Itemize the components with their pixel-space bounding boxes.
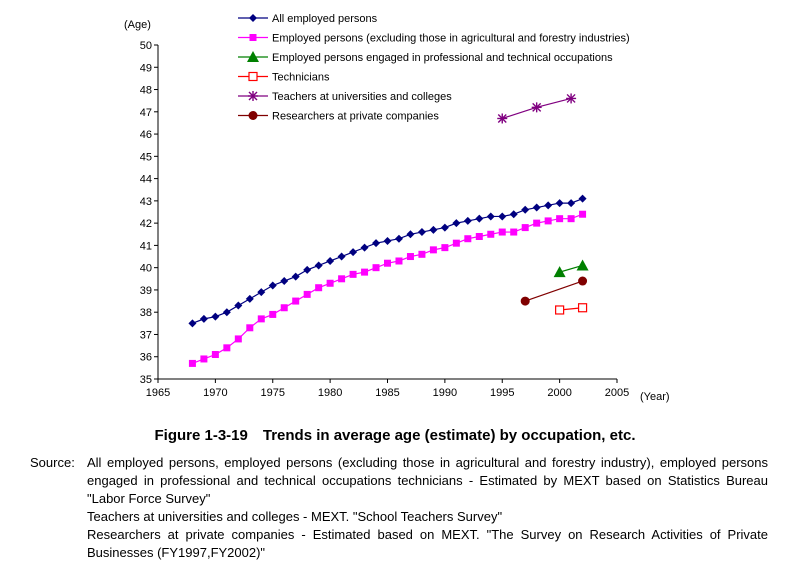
legend-item [238, 33, 630, 45]
data-point-triangle [554, 266, 566, 277]
data-point-diamond [395, 235, 403, 243]
data-point-open-square [579, 304, 587, 312]
data-point-diamond [510, 210, 518, 218]
data-point-square [430, 246, 437, 253]
data-point-square [327, 280, 334, 287]
source-note [30, 454, 768, 562]
x-axis-title: (Year) [640, 391, 670, 403]
legend-label: All employed persons [272, 13, 378, 25]
y-tick-label: 43 [139, 195, 152, 208]
data-point-square [418, 251, 425, 258]
series-6 [521, 277, 587, 306]
data-point-diamond [567, 199, 575, 207]
legend-label: Employed persons (excluding those in agricultural and forestry industries) [272, 32, 630, 45]
data-point-square [258, 315, 265, 322]
data-point-diamond [361, 244, 369, 252]
y-tick-label: 45 [139, 151, 152, 164]
series-5 [497, 93, 576, 123]
series-3 [554, 259, 589, 277]
data-point-square [281, 304, 288, 311]
data-point-square [350, 271, 357, 278]
data-point-open-square [556, 306, 564, 314]
x-tick-label: 1990 [432, 387, 458, 399]
data-point-diamond [315, 261, 323, 269]
y-tick-label: 46 [139, 129, 152, 142]
data-point-triangle [577, 259, 589, 270]
data-point-diamond [556, 199, 564, 207]
y-tick-label: 42 [139, 218, 152, 231]
data-point-square [476, 233, 483, 240]
data-point-diamond [533, 204, 541, 212]
data-point-square [499, 229, 506, 236]
data-point-star [248, 91, 258, 101]
y-tick-label: 37 [139, 329, 152, 342]
legend-item [238, 111, 439, 123]
data-point-square [250, 34, 257, 41]
data-point-open-square [249, 73, 257, 81]
data-point-square [407, 253, 414, 260]
legend-item [238, 72, 330, 84]
x-tick-label: 1965 [145, 387, 171, 399]
legend-label: Teachers at universities and colleges [272, 91, 452, 103]
data-point-diamond [441, 224, 449, 232]
data-point-square [189, 360, 196, 367]
data-point-diamond [464, 217, 472, 225]
data-point-square [223, 344, 230, 351]
data-point-star [497, 113, 507, 123]
y-tick-label: 36 [139, 351, 152, 364]
data-point-square [338, 275, 345, 282]
data-point-diamond [579, 195, 587, 203]
legend-item [238, 13, 378, 25]
axes [124, 19, 670, 403]
y-tick-label: 49 [139, 62, 152, 75]
data-point-star [566, 93, 576, 103]
series-line [525, 281, 582, 301]
data-point-circle [521, 297, 530, 306]
source-label: Source: [30, 455, 75, 470]
data-point-diamond [372, 239, 380, 247]
data-point-square [212, 351, 219, 358]
data-point-diamond [211, 313, 219, 321]
data-point-diamond [246, 295, 254, 303]
data-point-diamond [544, 201, 552, 209]
y-tick-label: 39 [139, 284, 152, 297]
y-tick-label: 47 [139, 106, 152, 119]
data-point-square [464, 235, 471, 242]
data-point-square [315, 284, 322, 291]
x-tick-label: 1980 [317, 387, 343, 399]
legend-label: Employed persons engaged in professional and technical occupations [272, 52, 613, 64]
data-point-square [545, 217, 552, 224]
y-tick-label: 40 [139, 262, 152, 275]
data-point-square [235, 335, 242, 342]
data-point-diamond [234, 302, 242, 310]
data-point-diamond [223, 308, 231, 316]
legend-item [238, 91, 452, 103]
data-point-diamond [188, 319, 196, 327]
x-tick-label: 1995 [490, 387, 515, 399]
y-tick-label: 50 [139, 40, 152, 52]
y-tick-label: 35 [139, 374, 152, 386]
x-tick-label: 1970 [203, 387, 228, 399]
legend [238, 13, 630, 123]
series-4 [556, 304, 587, 314]
y-axis-title: (Age) [124, 19, 151, 31]
data-point-square [292, 298, 299, 305]
data-point-diamond [257, 288, 265, 296]
x-tick-label: 1985 [375, 387, 400, 399]
data-point-diamond [384, 237, 392, 245]
legend-item [238, 51, 613, 64]
data-point-square [304, 291, 311, 298]
data-point-diamond [418, 228, 426, 236]
data-point-circle [578, 277, 587, 286]
data-point-square [373, 264, 380, 271]
source-line: Teachers at universities and colleges - MEXT. "School Teachers Survey" [87, 509, 503, 524]
x-tick-label: 1975 [260, 387, 285, 399]
data-point-diamond [406, 230, 414, 238]
data-point-circle [249, 111, 258, 120]
data-point-square [384, 260, 391, 267]
data-point-square [246, 324, 253, 331]
source-line: Researchers at private companies - Estimated based on MEXT. "The Survey on Research Activities of Private Businesses (FY1997,FY2002)" [87, 527, 768, 560]
y-tick-label: 38 [139, 307, 152, 320]
series-2 [189, 211, 586, 367]
data-point-square [200, 355, 207, 362]
data-point-diamond [429, 226, 437, 234]
data-point-diamond [349, 248, 357, 256]
data-point-diamond [200, 315, 208, 323]
data-point-diamond [269, 281, 277, 289]
data-point-diamond [280, 277, 288, 285]
data-point-diamond [498, 212, 506, 220]
data-point-square [487, 231, 494, 238]
legend-label: Technicians [272, 71, 330, 84]
y-tick-label: 41 [139, 240, 152, 253]
data-point-diamond [452, 219, 460, 227]
x-tick-label: 2005 [604, 387, 630, 399]
data-point-square [269, 311, 276, 318]
data-point-square [579, 211, 586, 218]
y-tick-label: 44 [139, 173, 152, 186]
data-point-square [568, 215, 575, 222]
source-body [87, 454, 768, 562]
data-point-star [532, 102, 542, 112]
series-layer [188, 93, 588, 366]
data-point-square [395, 257, 402, 264]
data-point-diamond [249, 14, 257, 22]
y-tick-label: 48 [139, 84, 152, 97]
data-point-diamond [292, 273, 300, 281]
series-line [192, 214, 582, 363]
x-tick-label: 2000 [547, 387, 572, 399]
data-point-square [510, 229, 517, 236]
data-point-square [522, 224, 529, 231]
data-point-diamond [303, 266, 311, 274]
source-line: All employed persons, employed persons (excluding those in agricultural and forestry industry), employed persons engaged in professional and technical occupations technicians - Estimated by MEXT based on Statistics Bureau "Labor Force Survey" [87, 455, 768, 506]
data-point-square [441, 244, 448, 251]
data-point-diamond [521, 206, 529, 214]
figure-caption: Figure 1-3-19 Trends in average age (estimate) by occupation, etc. [154, 427, 636, 444]
data-point-square [361, 269, 368, 276]
data-point-diamond [475, 215, 483, 223]
data-point-square [453, 240, 460, 247]
data-point-diamond [338, 253, 346, 261]
data-point-square [533, 220, 540, 227]
data-point-diamond [326, 257, 334, 265]
data-point-square [556, 215, 563, 222]
legend-label: Researchers at private companies [272, 110, 439, 123]
data-point-diamond [487, 212, 495, 220]
